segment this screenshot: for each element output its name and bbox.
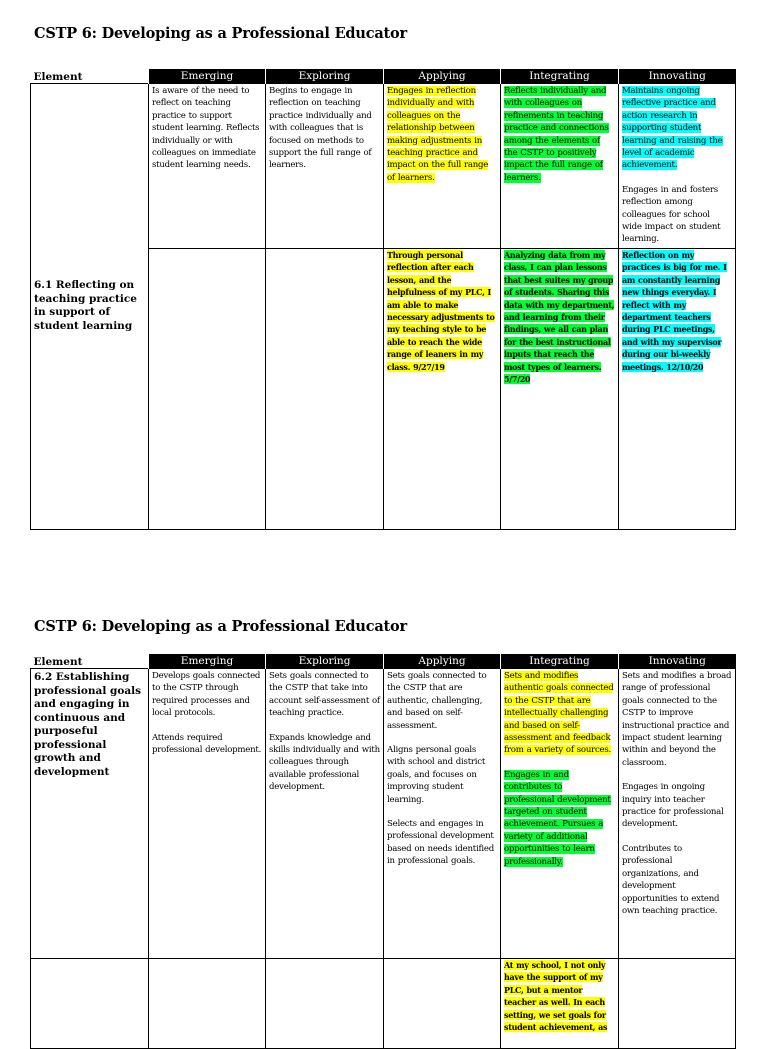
descriptor-exploring: Sets goals connected to the CSTP that take into account self-assessment of teaching practice. Expands knowledge and skills individually and with colleagues through available professional development.	[266, 669, 384, 959]
descriptor-exploring: Begins to engage in reflection on teaching practice individually and with colleagues that is focused on methods to support the full range of learners.	[266, 84, 384, 249]
evidence-innovating: Reflection on my practices is big for me. I am constantly learning new things everyday. I reflect with my department teachers during PLC meetings, and with my supervisor during our bi-weekly meetings. 12/10/20	[619, 248, 736, 529]
evidence-exploring	[266, 959, 384, 1049]
element-header: Element	[33, 71, 83, 83]
evidence-element	[31, 959, 149, 1049]
descriptor-emerging: Is aware of the need to reflect on teaching practice to support student learning. Reflects individually or with colleagues on immediate student learning needs.	[149, 84, 266, 249]
descriptor-innovating: Maintains ongoing reflective practice and action research in supporting student learning and raising the level of academic achievement. Engages in and fosters reflection among colleagues for school wide impact on student learning.	[619, 84, 736, 249]
descriptor-integrating: Sets and modifies authentic goals connected to the CSTP that are intellectually challenging and based on self-assessment and feedback from a variety of sources. Engages in and contributes to professional development targeted on student achievement. Pursues a variety of additional opportunities to learn professionally.	[501, 669, 619, 959]
evidence-emerging	[149, 959, 266, 1049]
descriptor-applying: Engages in reflection individually and with colleagues on the relationship between making adjustments in teaching practice and impact on the full range of learners.	[384, 84, 501, 249]
level-header-applying: Applying	[384, 654, 501, 669]
level-header-emerging: Emerging	[149, 654, 266, 669]
level-header-applying: Applying	[384, 69, 501, 84]
rubric-table-6-2	[30, 654, 736, 1049]
element-label-6-1: 6.1 Reflecting on teaching practice in support of student learning	[31, 84, 149, 530]
evidence-integrating: At my school, I not only have the support of my PLC, but a mentor teacher as well. In each setting, we set goals for student achievement, as	[501, 959, 619, 1049]
evidence-exploring	[266, 248, 384, 529]
evidence-integrating: Analyzing data from my class, I can plan lessons that best suites my group of students. Sharing this data with my department, and learning from their findings, we all can plan for the best instructional inputs that reach the most types of learners. 5/7/20	[501, 248, 619, 529]
rubric-table-6-1	[30, 69, 736, 530]
evidence-applying: Through personal reflection after each lesson, and the helpfulness of my PLC, I am able to make necessary adjustments to my teaching style to be able to reach the wide range of leaners in my class. 9/27/19	[384, 248, 501, 529]
level-header-innovating: Innovating	[619, 69, 736, 84]
level-header-innovating: Innovating	[619, 654, 736, 669]
page-title: CSTP 6: Developing as a Professional Educator	[34, 25, 407, 42]
descriptor-innovating: Sets and modifies a broad range of professional goals connected to the CSTP to improve instructional practice and impact student learning within and beyond the classroom. Engages in ongoing inquiry into teacher practice for professional development. Contributes to professional organizations, and development opportunities to extend own teaching practice.	[619, 669, 736, 959]
level-header-exploring: Exploring	[266, 69, 384, 84]
evidence-emerging	[149, 248, 266, 529]
page-title-2: CSTP 6: Developing as a Professional Educator	[34, 618, 407, 635]
evidence-applying	[384, 959, 501, 1049]
level-header-exploring: Exploring	[266, 654, 384, 669]
level-header-emerging: Emerging	[149, 69, 266, 84]
descriptor-integrating: Reflects individually and with colleagues on refinements in teaching practice and connections among the elements of the CSTP to positively impact the full range of learners.	[501, 84, 619, 249]
level-header-integrating: Integrating	[501, 654, 619, 669]
element-label-6-2: 6.2 Establishing professional goals and engaging in continuous and purposeful professional growth and development	[31, 669, 149, 959]
descriptor-emerging: Develops goals connected to the CSTP through required processes and local protocols. Attends required professional development.	[149, 669, 266, 959]
element-header: Element	[33, 656, 83, 668]
evidence-innovating	[619, 959, 736, 1049]
level-header-integrating: Integrating	[501, 69, 619, 84]
descriptor-applying: Sets goals connected to the CSTP that are authentic, challenging, and based on self-assessment. Aligns personal goals with school and district goals, and focuses on improving student learning. Selects and engages in professional development based on needs identified in professional goals.	[384, 669, 501, 959]
